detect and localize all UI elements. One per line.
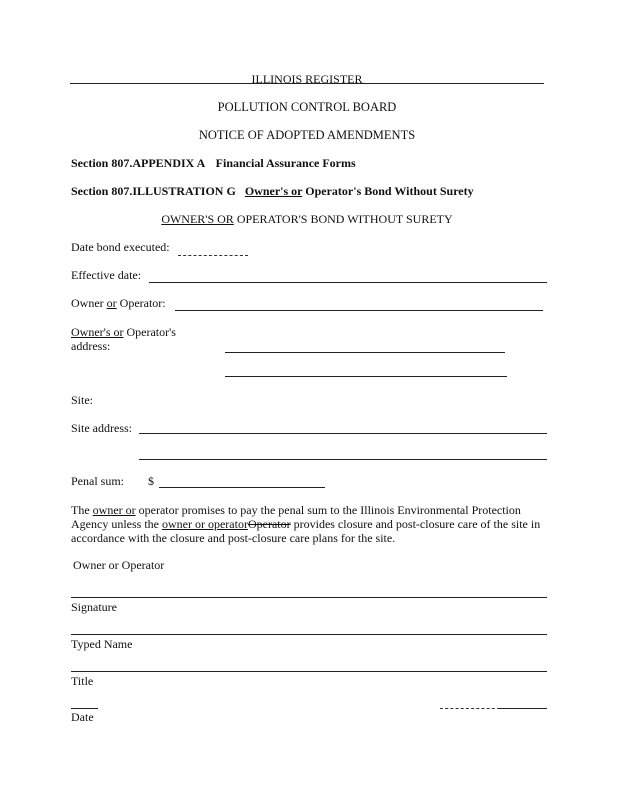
penal-sum-label: Penal sum: bbox=[71, 474, 124, 488]
title-label: Title bbox=[71, 674, 94, 688]
effective-date-field[interactable] bbox=[149, 282, 547, 283]
section-illustration-title-underlined: Owner's or bbox=[244, 184, 303, 198]
address-label-rest: Operator's bbox=[123, 325, 176, 339]
owner-operator-underlined: or bbox=[106, 296, 117, 310]
typed-name-label: Typed Name bbox=[71, 637, 133, 651]
owner-operator-sig-label: Owner or Operator bbox=[73, 558, 165, 572]
signature-line[interactable] bbox=[71, 597, 547, 598]
section-illustration-title-rest: Operator's Bond Without Surety bbox=[302, 184, 474, 198]
site-label: Site: bbox=[71, 393, 94, 407]
date-executed-label: Date bond executed: bbox=[71, 240, 170, 254]
penal-sum-field[interactable] bbox=[159, 487, 325, 488]
typed-name-line[interactable] bbox=[71, 634, 547, 635]
owner-operator-suffix: Operator: bbox=[116, 296, 166, 310]
title-line[interactable] bbox=[71, 671, 547, 672]
date-label: Date bbox=[71, 710, 94, 724]
section-illustration-heading bbox=[71, 184, 474, 199]
paragraph-owner-or: owner or bbox=[92, 503, 136, 517]
address-field-1[interactable] bbox=[225, 352, 505, 353]
currency-symbol: $ bbox=[148, 474, 154, 488]
section-appendix-title: Financial Assurance Forms bbox=[215, 156, 356, 170]
effective-date-label: Effective date: bbox=[71, 268, 142, 282]
signature-label: Signature bbox=[71, 600, 117, 614]
site-address-field-1[interactable] bbox=[139, 433, 547, 434]
date-line-mid bbox=[440, 708, 500, 709]
paragraph-part6: provides closure and post-closure care of the site in accordance with the closure and post-closure care plans for the site. bbox=[71, 517, 541, 545]
section-appendix-heading bbox=[71, 156, 356, 171]
form-title bbox=[70, 212, 544, 227]
paragraph-part1: The bbox=[71, 503, 93, 517]
form-title-rest: OPERATOR'S BOND WITHOUT SURETY bbox=[233, 212, 453, 226]
date-executed-field[interactable] bbox=[178, 255, 248, 256]
bond-paragraph bbox=[71, 503, 551, 545]
date-line-right[interactable] bbox=[500, 708, 547, 709]
address-label-line2: address: bbox=[71, 339, 111, 353]
address-label-line1 bbox=[71, 325, 176, 340]
section-illustration-number: Section 807.ILLUSTRATION G bbox=[71, 184, 236, 198]
date-line-left[interactable] bbox=[71, 708, 98, 709]
section-appendix-number: Section 807.APPENDIX A bbox=[71, 156, 205, 170]
owner-operator-label bbox=[71, 296, 166, 311]
paragraph-part3: operator promises to pay the penal sum to the Illinois Environmental Protection Agency unless the bbox=[71, 503, 521, 531]
owner-operator-prefix: Owner bbox=[71, 296, 107, 310]
form-title-underlined: OWNER'S OR bbox=[161, 212, 234, 226]
register-title: ILLINOIS REGISTER bbox=[251, 72, 363, 86]
notice-heading: NOTICE OF ADOPTED AMENDMENTS bbox=[198, 128, 416, 142]
board-name: POLLUTION CONTROL BOARD bbox=[217, 100, 397, 114]
paragraph-struck-operator: Operator bbox=[247, 517, 291, 531]
address-field-2[interactable] bbox=[225, 376, 507, 377]
owner-operator-field[interactable] bbox=[175, 310, 543, 311]
address-label-underlined: Owner's or bbox=[71, 325, 124, 339]
site-address-field-2[interactable] bbox=[139, 459, 547, 460]
site-address-label: Site address: bbox=[71, 421, 132, 435]
paragraph-owner-or-operator: owner or operator bbox=[161, 517, 248, 531]
